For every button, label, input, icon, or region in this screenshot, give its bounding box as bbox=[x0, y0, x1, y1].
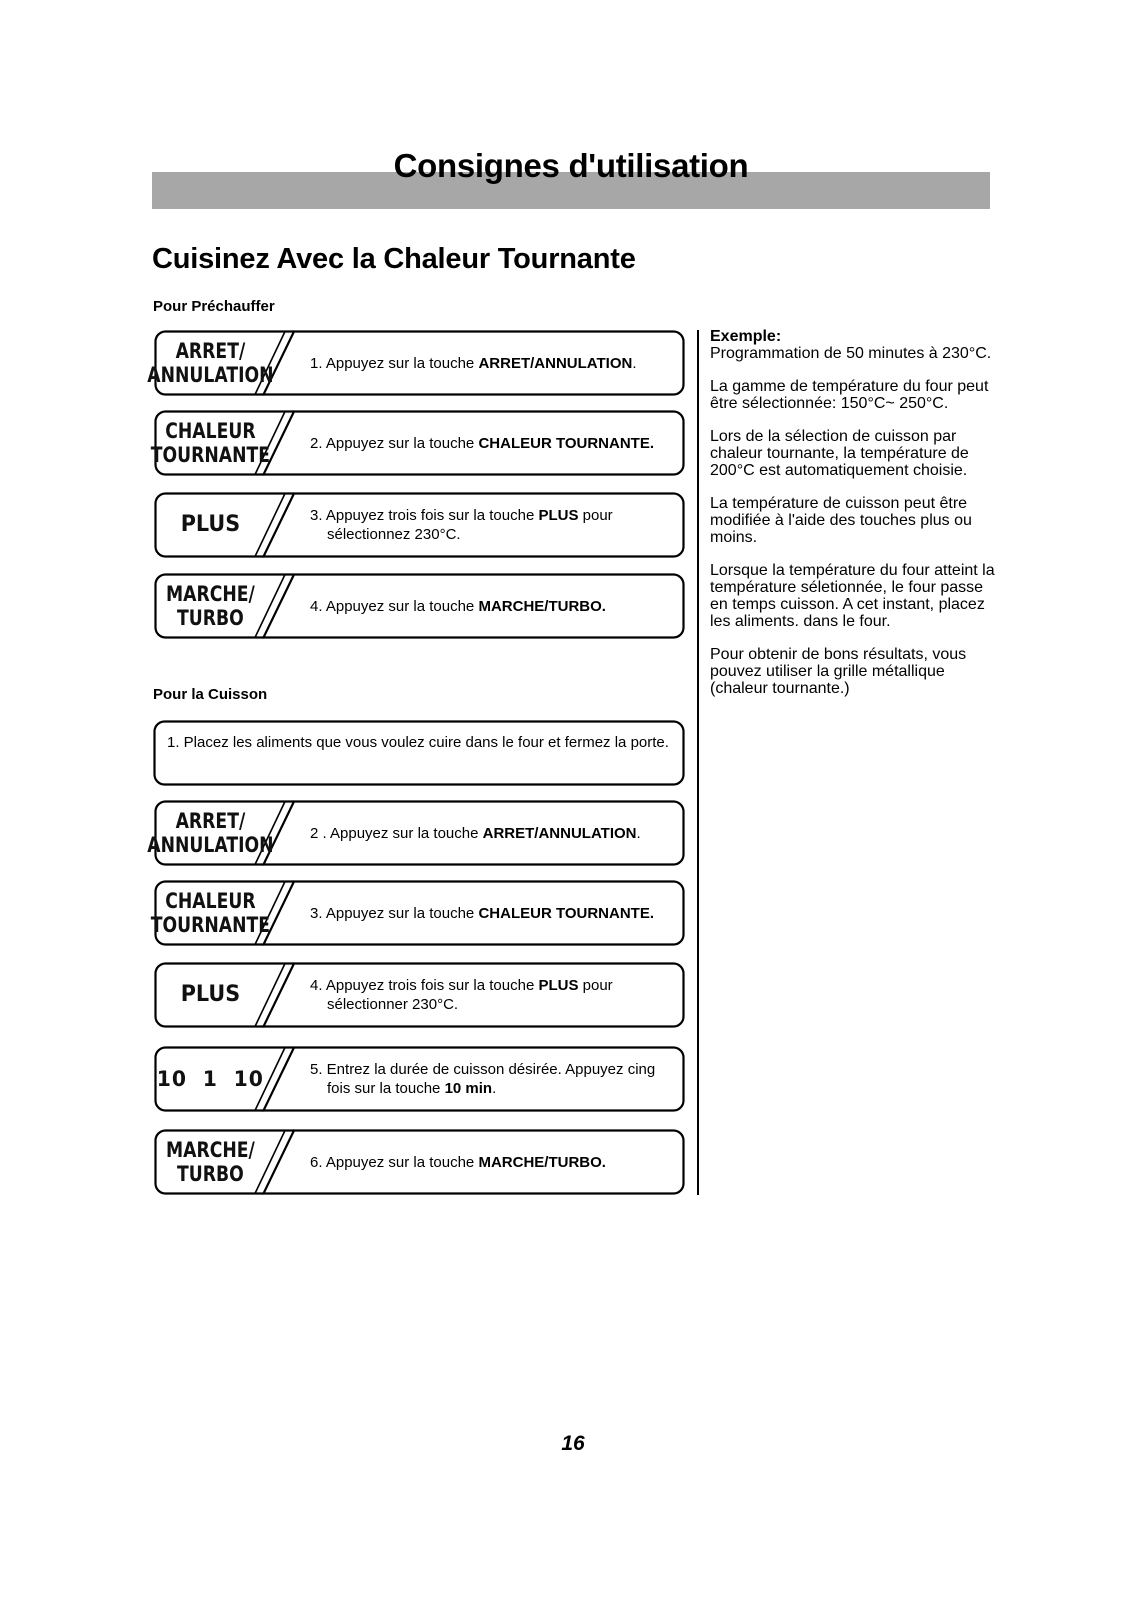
time-keys[interactable]: 10 1 10 bbox=[156, 1067, 264, 1091]
sidebar-paragraph: Lorsque la température du four atteint la température séletionnée, le four passe en temps cuisson. A cet instant, placez les aliments. dans le four. bbox=[710, 562, 995, 630]
preheat-step-2: CHALEUR TOURNANTE 2. Appuyez sur la touche CHALEUR TOURNANTE. bbox=[153, 410, 685, 476]
cooking-intro-box bbox=[153, 720, 685, 786]
cooking-step-2: ARRET/ ANNULATION 2 . Appuyez sur la touche ARRET/ANNULATION. bbox=[153, 800, 685, 866]
column-divider bbox=[697, 330, 699, 1195]
chaleur-tournante-key[interactable]: CHALEUR TOURNANTE bbox=[150, 419, 271, 467]
example-sidebar bbox=[710, 328, 1000, 713]
section-title: Cuisinez Avec la Chaleur Tournante bbox=[152, 243, 636, 275]
cooking-heading: Pour la Cuisson bbox=[153, 686, 268, 703]
marche-turbo-key[interactable]: MARCHE/ TURBO bbox=[165, 1138, 255, 1186]
page-number: 16 bbox=[561, 1432, 585, 1455]
sidebar-paragraph: La température de cuisson peut être modifiée à l'aide des touches plus ou moins. bbox=[710, 495, 972, 546]
sidebar-paragraph: Programmation de 50 minutes à 230°C. bbox=[710, 345, 992, 362]
cooking-step-6: MARCHE/ TURBO 6. Appuyez sur la touche MARCHE/TURBO. bbox=[153, 1129, 685, 1195]
arret-annulation-key[interactable]: ARRET/ ANNULATION bbox=[147, 339, 274, 387]
preheat-step-4: MARCHE/ TURBO 4. Appuyez sur la touche MARCHE/TURBO. bbox=[153, 573, 685, 639]
preheat-step-3: PLUS 3. Appuyez trois fois sur la touche PLUS pour sélectionnez 230°C. bbox=[153, 492, 685, 558]
sidebar-paragraph: Pour obtenir de bons résultats, vous pouvez utiliser la grille métallique (chaleur tournante.) bbox=[710, 646, 967, 697]
sidebar-paragraph: Lors de la sélection de cuisson par chaleur tournante, la température de 200°C est automatiquement choisie. bbox=[710, 428, 969, 479]
sidebar-paragraph: La gamme de température du four peut être sélectionnée: 150°C~ 250°C. bbox=[710, 378, 989, 412]
arret-annulation-key[interactable]: ARRET/ ANNULATION bbox=[147, 809, 274, 857]
marche-turbo-key[interactable]: MARCHE/ TURBO bbox=[165, 582, 255, 630]
cooking-step-3: CHALEUR TOURNANTE 3. Appuyez sur la touche CHALEUR TOURNANTE. bbox=[153, 880, 685, 946]
plus-key[interactable]: PLUS bbox=[180, 982, 241, 1007]
cooking-step-4: PLUS 4. Appuyez trois fois sur la touche PLUS pour sélectionner 230°C. bbox=[153, 962, 685, 1028]
preheat-heading: Pour Préchauffer bbox=[153, 298, 275, 315]
plus-key[interactable]: PLUS bbox=[180, 512, 241, 537]
intro-frame bbox=[153, 720, 685, 786]
page-title: Consignes d'utilisation bbox=[393, 147, 749, 184]
example-title: Exemple: bbox=[710, 328, 782, 345]
chaleur-tournante-key[interactable]: CHALEUR TOURNANTE bbox=[150, 889, 271, 937]
cooking-step-5: 10 1 10 5. Entrez la durée de cuisson désirée. Appuyez cing fois sur la touche 10 min. bbox=[153, 1046, 685, 1112]
preheat-step-1: ARRET/ ANNULATION 1. Appuyez sur la touche ARRET/ANNULATION. bbox=[153, 330, 685, 396]
cooking-intro-text: 1. Placez les aliments que vous voulez cuire dans le four et fermez la porte. bbox=[167, 734, 669, 751]
